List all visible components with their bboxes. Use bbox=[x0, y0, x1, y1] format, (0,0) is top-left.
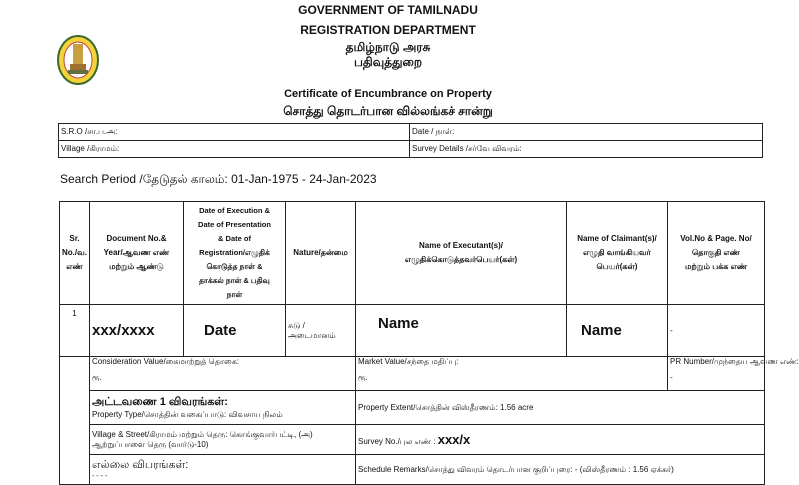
property-type: அட்டவணை 1 விவரங்கள்: Property Type/சொத்தின் வகைப்பாடு: விவசாய நிலம் bbox=[90, 391, 356, 425]
certificate-title-tamil: சொத்து தொடர்பான வில்லங்கச் சான்று bbox=[283, 104, 493, 118]
search-period-from: 01-Jan-1975 bbox=[231, 172, 299, 186]
header-volume-page: Vol.No & Page. No/ தொகுதி எண் மற்றும் பக்க எண் bbox=[668, 202, 765, 305]
row-document-no: xxx/xxxx bbox=[90, 305, 184, 357]
sro-field: S.R.O /சா.ப.அ: bbox=[59, 124, 410, 141]
row-date: Date bbox=[184, 305, 286, 357]
survey-details-field: Survey Details /சர்வே விவரம்: bbox=[410, 141, 763, 158]
survey-number: Survey No./புல எண் : xxx/x bbox=[356, 425, 765, 455]
boundaries: எல்லை விபரங்கள்: - - - - bbox=[90, 455, 356, 485]
tamilnadu-emblem-icon bbox=[56, 34, 100, 86]
row-claimant: Name bbox=[567, 305, 668, 357]
department-title: REGISTRATION DEPARTMENT bbox=[300, 23, 476, 37]
date-field: Date / நாள்: bbox=[410, 124, 763, 141]
row-nature: சுடு / அடைமானம் bbox=[286, 305, 356, 357]
header-document-no: Document No.& Year/ஆவண எண் மற்றும் ஆண்டு bbox=[90, 202, 184, 305]
row-sr-no: 1 bbox=[60, 305, 90, 357]
row-volume: - bbox=[668, 305, 765, 357]
row-executant: Name bbox=[356, 305, 567, 357]
table-row bbox=[60, 305, 765, 357]
property-extent: Property Extent/சொத்தின் விஸ்தீரணம்: 1.56 acre bbox=[356, 391, 765, 425]
search-period-to: 24-Jan-2023 bbox=[309, 172, 377, 186]
search-period-label: Search Period /தேடுதல் காலம்: bbox=[60, 172, 228, 186]
pr-number: PR Number/முந்தைய ஆவண எண்: - bbox=[668, 357, 765, 391]
header-nature: Nature/தன்மை bbox=[286, 202, 356, 305]
header-executant: Name of Executant(s)/ எழுதிக்கொடுத்தவர்பெயர்(கள்) bbox=[356, 202, 567, 305]
village-field: Village /கிராமம்: bbox=[59, 141, 410, 158]
header-claimant: Name of Claimant(s)/ எழுதி வாங்கியவர் பெயர்(கள்) bbox=[567, 202, 668, 305]
search-period bbox=[60, 172, 377, 188]
government-title: GOVERNMENT OF TAMILNADU bbox=[298, 3, 478, 17]
header-dates: Date of Execution & Date of Presentation & Date of Registration/எழுதிக் கொடுத்த நாள் & தாக்கல் நாள் & பதிவு நாள் bbox=[184, 202, 286, 305]
info-table bbox=[58, 123, 763, 158]
encumbrance-table bbox=[59, 201, 799, 485]
village-street: Village & Street/கிராமம் மற்றும் தெரு: கொங்குவார்பட்டி, (அ) ஆற்றுப்பாளை தெரு (வார்டு-10) bbox=[90, 425, 356, 455]
schedule-remarks: Schedule Remarks/சொத்து விவரம் தொடர்பான குறிப்புரை: - (விஸ்தீரணம் : 1.56 ஏக்கர்) bbox=[356, 455, 765, 485]
department-title-tamil: பதிவுத்துறை bbox=[354, 55, 422, 69]
certificate-title: Certificate of Encumbrance on Property bbox=[284, 88, 492, 100]
consideration-value: Consideration Value/கைமாற்றுத் தொகை: ரூ. bbox=[90, 357, 356, 391]
government-title-tamil: தமிழ்நாடு அரசு bbox=[345, 40, 431, 54]
search-period-separator: - bbox=[301, 172, 306, 186]
market-value: Market Value/சந்தை மதிப்பு: ரூ. bbox=[356, 357, 668, 391]
header-sr-no: Sr. No./வ. எண் bbox=[60, 202, 90, 305]
